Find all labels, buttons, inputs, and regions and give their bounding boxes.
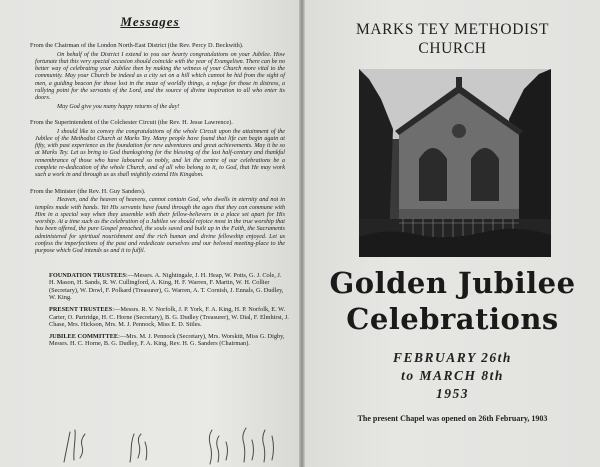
title-celebrations: Celebrations: [346, 302, 559, 336]
date-year: 1953: [436, 386, 469, 401]
celebration-dates: [305, 349, 600, 403]
jubilee-committee-label: JUBILEE COMMITTEE: [49, 332, 119, 340]
foundation-trustees-names: :—Messrs. A. Nightingale, J. H. Heap, W. Potts, G. J. Cole, J. H. Mason, H. Sands, R. W. Cullingford, A. King, H. F. Warren, F. Martin, W. H. Collier (Secretary), W. Dowl, F. Polkard (Treasurer), G. Warren, A. T. Cornish, J. Ennals, G. Dudley, W. King.: [49, 271, 284, 302]
district-from-line: From the Chairman of the London North-East District (the Rev. Percy D. Beckwith).: [30, 42, 244, 49]
present-trustees: [30, 306, 289, 329]
present-trustees-names: :—Messrs. R. V. Norfolk, J. P. York, F. A. King, H. P. Norfolk, E. W. Carter, O. Partridge, H. C. Horne (Secretary), B. G. Dudley (Treasurer), W. Dial, F. Elmhirst, J. Chase, Mrs. Hickson, Mrs. M. J. Pennock, Miss E. D. Stiles.: [49, 305, 289, 329]
minister-message: [30, 188, 289, 256]
circuit-message: [30, 119, 289, 180]
jubilee-committee: [30, 333, 289, 348]
circuit-paragraph: I should like to convey the congratulations of the whole Circuit upon the attainment of the Jubilee of the Methodist Church at Marks Tey. Many people have found that life can begin again at fifty, with past experience as the foundation for new adventures and great achievements. May it be so at Marks Tey. Let us bring to God thanksgiving for the blessing of the last half-century and thankful remembrance of those who have laboured so nobly, and let the centre of our celebrations be a complete re-dedication of the whole Church, and of all who belong to it, to God, that He may work such a work in and through us as shall mightily extend His Kingdom.: [35, 128, 285, 179]
jubilee-committee-names: :—Mrs. M. J. Pennock (Secretary), Mrs. Worskitt, Miss G. Digby, Messrs. H. C. Horne, B. G. Dudley, F. A. King, Rev. H. G. Sanders (Chairman).: [49, 332, 285, 348]
pencil-scribbles-graphic: [60, 412, 290, 467]
foundation-trustees-label: FOUNDATION TRUSTEES: [49, 271, 126, 279]
handwritten-pencil-notes: [60, 412, 290, 467]
date-end: to MARCH 8th: [401, 368, 504, 383]
chapel-photo-graphic: [359, 69, 551, 257]
cover-page: [305, 0, 600, 467]
foundation-trustees: [30, 272, 289, 302]
chapel-opened-caption: The present Chapel was opened on 26th February, 1903: [357, 414, 548, 423]
present-trustees-label: PRESENT TRUSTEES: [49, 305, 113, 313]
circuit-from-line: From the Superintendent of the Colchester Circuit (the Rev. H. Jesse Lawrence).: [30, 118, 233, 126]
chapel-photograph: [359, 69, 551, 257]
minister-paragraph: Heaven, and the heaven of heavens, cannot contain God, who dwells in eternity and not in temples made with hands. Yet His servants have found through the ages that they can commune with Him in a special way when they assemble with their fellow-believers in a place set apart for His worship. At a time such as the celebration of a Jubilee we should rejoice most in the true worship that has been offered, the pure Gospel preached, the souls saved and built up in the Faith, the Sacraments administered for spiritual nourishment and the rich human and divine fellowship enjoyed. Let us confess the imperfections of the past and rededicate ourselves and our beloved meeting-place to the purpose which God intends us and it to fulfil.: [35, 197, 285, 255]
district-paragraph: On behalf of the District I extend to you our hearty congratulations on your Jubilee. How fortunate that this very special occasion should coincide with the year of Evangelism. There can be no better way of celebrating your Jubilee then by making the witness of your Church more vital to the community. May your Church be indeed as a city set on a hill which cannot be hid from the sight of men, a guiding beacon for those lost in the maze of worldly things, a refuge for those in distress, a rallying point for the servants of the Lord, and the source of divine inspiration to all who enter its doors.: [35, 51, 285, 102]
district-closing: May God give you many happy returns of the day!: [57, 103, 180, 110]
minister-from-line: From the Minister (the Rev. H. Guy Sanders).: [30, 187, 146, 195]
date-start: FEBRUARY 26th: [393, 350, 512, 365]
messages-heading: Messages: [120, 14, 180, 29]
church-name: [305, 20, 600, 58]
district-message: [30, 42, 289, 111]
title-golden-jubilee: Golden Jubilee: [329, 266, 576, 300]
church-name-line2: CHURCH: [418, 40, 487, 57]
church-name-line1: MARKS TEY METHODIST: [355, 21, 550, 38]
